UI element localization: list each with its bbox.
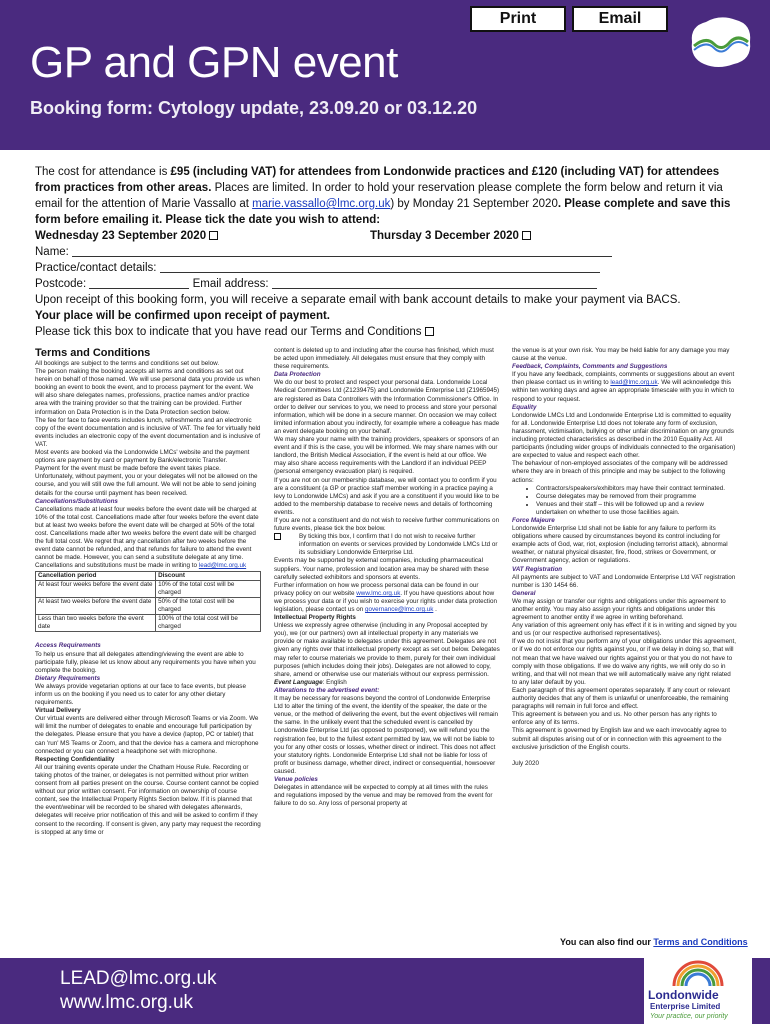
terms-tick-row: Please tick this box to indicate that you have read our Terms and Conditions	[35, 324, 740, 340]
email-button[interactable]: Email	[572, 6, 668, 32]
name-row: Name:	[35, 244, 740, 260]
company-logo: Londonwide Enterprise Limited Your practice, our priority	[644, 958, 752, 1024]
name-field[interactable]	[72, 246, 612, 257]
terms-date: July 2020	[512, 759, 539, 767]
table-row: At least four weeks before the event date 10% of the total cost will be charged	[36, 581, 261, 598]
list-item: • Contractors/speakers/exhibitors may have their contract terminated.	[536, 485, 737, 493]
date-option-1: Wednesday 23 September 2020	[35, 230, 207, 242]
print-button[interactable]: Print	[470, 6, 566, 32]
cost-paragraph: The cost for attendance is £95 (including VAT) for attendees from Londonwide practices and £120 (including VAT) for attendees from practices from other areas. Places are limited. In order to hold your reservation please complete the form below and return it via email for the attention of Marie Vassallo at marie.vassallo@lmc.org.uk) by Monday 21 September 2020. Please complete and save this form before emailing it. Please tick the date you wish to attend:	[35, 166, 731, 226]
terms-column-1: All bookings are subject to the terms and conditions set out below. The person making the booking accepts all terms and conditions as set out herein on behalf of those named. We will use personal data you provide us when booking an event to book the event, and to process payment for the event. We will also share delegates names, professions, practice names and/or practice area with the training provider so that the training can be provided. Further information on Data Protection is in the Data Protection section below. The fee for face to face events includes lunch, refreshments and an electronic copy of the event documentation and is inclusive of VAT. The fee for virtually held events includes an electronic copy of the event documentation and is inclusive of VAT. Most events are booked via the Londonwide LMCs' website and the payment options are payment by card or payment by Bank/electronic Transfer. Payment for the event must be made before the event takes place. Unfortunately, without payment, you or your delegates will not be allowed on the course, and you will still owe the full amount. We will not be able to send joining details for the course until payment has been received. Cancellations/Substitutions Cancellations made at least four weeks before the event date will be charged at 10% of the total cost. Cancellations made after four weeks before the event date but at least two weeks before the event date will be charged at 50% of the total cost. Cancellations made after two weeks before the event date will be charged the full total cost. We regret that any cancellation after two weeks before the event date cannot be refunded, and that refunds for failure to attend the event cannot be made. However, you can send a substitute delegate at any time. Cancellations and substitutions must be made in writing to lead@lmc.org.uk Cancellation period Discount At least four weeks before the event date 10% of the total cost will be charged At least two weeks before the event date 50% of the total cost will be charged Less than two weeks before the event date 100% of the total cost will be charged Access Requirements To help us ensure that all delegates attending/viewing the event are able to participate fully, please let us know about any requirements you have when you complete the booking. Dietary Requirements We always provide vegetarian options at our face to face events, but please inform us on the booking if you need us to cater for any other dietary requirements. Virtual Delivery Our virtual events are delivered either through Microsoft Teams or via Zoom. We will limit the number of delegates to enable and encourage full participation by the delegates. Please ensure that you have a device (laptop, PC or tablet) that can 'run' MS Teams or Zoom, and that the device has a camera and microphone connected or you can connect a headphone set with microphone. Respecting Confidentiality All our training events operate under the Chatham House Rule. Recording or taking photos of the trainer, or delegates is not permitted without prior written consent from all parties present on the course. Course content cannot be copied without our prior written consent. For information on ownership of course content, see the Intellectual Property Rights Section below. If it is planned that the event/webinar will be recorded to be shared with delegates afterwards, delegates will receive prior notification of this and will be asked to confirm if they consent to the recording. If consent is given, any party may request the recording is stopped at any time or	[35, 360, 261, 836]
postcode-field[interactable]	[89, 278, 189, 289]
practice-field[interactable]	[160, 262, 600, 273]
date-1-checkbox[interactable]	[209, 231, 218, 240]
table-row: At least two weeks before the event date 50% of the total cost will be charged	[36, 598, 261, 615]
terms-checkbox[interactable]	[425, 327, 434, 336]
feedback-email-link[interactable]: lead@lmc.org.uk	[610, 379, 658, 387]
header-actions	[470, 6, 668, 32]
date-options	[35, 228, 740, 244]
terms-link[interactable]: Terms and Conditions	[653, 937, 748, 947]
cancellation-table: Cancellation period Discount At least four weeks before the event date 10% of the total cost will be charged At least two weeks before the event date 50% of the total cost will be charged Less than two weeks before the event date 100% of the total cost will be charged	[35, 571, 261, 632]
page-subtitle: Booking form: Cytology update, 23.09.20 or 03.12.20	[30, 98, 478, 118]
opt-out-row: By ticking this box, I confirm that I do not wish to receive further information on events or services provided by Londonwide LMCs Ltd or its subsidiary Londonwide Enterprise Ltd.	[274, 533, 500, 557]
website-link[interactable]: www.lmc.org.uk	[356, 589, 401, 597]
terms-column-2: content is deleted up to and including after the course has finished, which must be acted upon immediately. All delegates must ensure that they comply with these requirements. Data Protection We do our best to protect and respect your personal data. Londonwide Local Medical Committees Ltd (Z1239475) and Londonwide Enterprise Ltd (Z1965945) are registered as Data Controllers with the Information Commissioner's Office. In order to deliver our services to you, we need to process and store your personal information, which will be done in a secure manner. On occasion we may collect limited information about you indirectly, for example where a colleague has made an event delegate booking on your behalf. We may share your name with the training providers, speakers or sponsors of an event and if this is the case, you will be informed. We may share names with our landlord, the British Medical Association, if the event is held at our office. We may also share access requirements with the Landlord if an individual PEEP (personal emergency evacuation plan) is required. If you are not on our membership database, we will contact you to confirm if you are a constituent (a GP or practice staff member working in a practice paying a levy to Londonwide LMCs) and ask if you are a constituent if you would like to be added to the membership database to receive news and details of forthcoming events. If you are not a constituent and do not wish to receive further communications on future events, please tick the box below. By ticking this box, I confirm that I do not wish to receive further information on events or services provided by Londonwide LMCs Ltd or its subsidiary Londonwide Enterprise Ltd. Events may be supported by external companies, including pharmaceutical suppliers. Your name, profession and location area may be shared with these carefully selected exhibitors and sponsors at events. Further information on how we process personal data can be found in our privacy policy on our website www.lmc.org.uk. If you have questions about how we process your data or if you wish to exercise your rights under data protection legislation, please contact us on governance@lmc.org.uk . Intellectual Property Rights Unless we expressly agree otherwise (including in any Proposal accepted by you), we (or our partners) own all intellectual property in any materials we provide or make available to delegates under this agreement. Delegates are not given any rights over that intellectual property except as set out below. Delegates may refer to course materials we provide to them, purely for their own individual purposes (which includes doing their jobs). Delegates are not allowed to copy, share, amend or otherwise use our materials without our express permission. Event Language: English Alterations to the advertised event: It may be necessary for reasons beyond the control of Londonwide Enterprise Ltd to alter the timing of the event, the identity of the speaker, the date or the venue, or the method of delivering the event, but the event objectives will remain the same. In the unlikely event that the scheduled event is cancelled by Londonwide Enterprise Ltd (as opposed to postponed), we will refund you the registration fee, but to the fullest extent permitted by law, we will not be liable to you for any other costs or losses, whether direct or indirect. This does not affect your statutory rights. Londonwide Enterprise Ltd shall not be liable for loss of profit or business damage, whether direct, indirect or consequential, howsoever caused. Venue policies Delegates in attendance will be expected to comply at all times with the rules and regulations imposed by the venue and may be removed from the event for failure to do so. Any loss of personal property at	[274, 347, 500, 808]
find-terms-note: You can also find our Terms and Conditions	[560, 937, 748, 947]
postcode-row: Postcode: Email address:	[35, 276, 740, 292]
footer-banner	[0, 958, 770, 1024]
page-title: GP and GPN event	[30, 38, 398, 87]
date-option-2: Thursday 3 December 2020	[370, 230, 519, 242]
list-item: • Course delegates may be removed from their programme	[536, 493, 737, 501]
london-map-icon	[684, 12, 756, 72]
terms-column-3: the venue is at your own risk. You may be held liable for any damage you may cause at the venue. Feedback, Complaints, Comments and Suggestions If you have any feedback, complaints, comments or suggestions about an event then please contact us in writing to lead@lmc.org.uk. We will acknowledge this within ten working days and agree an appropriate timescale with you in which to respond to your request. Equality Londonwide LMCs Ltd and Londonwide Enterprise Ltd is committed to equality for all. Londonwide Enterprise Ltd does not tolerate any form of exclusion, harassment, victimisation, bullying or other unfair discrimination on any grounds including protected characteristics as described in the 2010 Equality Act. All participants (including wider groups of individuals connected to the organisation) are expected to value and respect each other. The behaviour of non-employed associates of the company will be addressed where they are in breach of this principle and may be subject to the following actions: • Contractors/speakers/exhibitors may have their contract terminated. • Course delegates may be removed from their programme • Venues and their staff – this will be followed up and a review undertaken on whether to use those facilities again. Force Majeure Londonwide Enterprise Ltd shall not be liable for any failure to perform its obligations where caused by circumstances beyond its control including for example acts of God, war, riot, explosion (including terrorist attack), abnormal weather, or natural physical disaster, fire, flood, strikes or Government, or Government agency, action or regulations. VAT Registration All payments are subject to VAT and Londonwide Enterprise Ltd VAT registration number is 130 1454 66. General We may assign or transfer our rights and obligations under this agreement to another entity. You may also assign your rights and obligations under this agreement to another entity if we agree in writing beforehand. Any variation of this agreement only has effect if it is in writing and signed by you and us (or our respective authorised representatives). If we do not insist that you perform any of your obligations under this agreement, or if we do not enforce our rights against you, or if we delay in doing so, that will not mean that we have waived our rights against you or that you do not have to comply with those obligations. If we do waive any rights, we will only do so in writing, and that will not mean that we will automatically waive any right related to any later default by you. Each paragraph of this agreement operates separately. If any court or relevant authority decides that any of them is unlawful or unenforceable, the remaining paragraphs will remain in full force and effect. This agreement is between you and us. No other person has any rights to enforce any of its terms. This agreement is governed by English law and we each irrevocably agree to submit all disputes arising out of or in connection with this agreement to the exclusive jurisdiction of the English courts. July 2020	[512, 347, 737, 768]
footer-website[interactable]: www.lmc.org.uk	[60, 992, 194, 1013]
opt-out-checkbox[interactable]	[274, 533, 281, 540]
actions-list	[526, 485, 737, 517]
footer-email[interactable]: LEAD@lmc.org.uk	[60, 968, 217, 989]
table-row: Less than two weeks before the event date 100% of the total cost will be charged	[36, 615, 261, 632]
booking-intro	[35, 164, 740, 340]
confirm-note: Your place will be confirmed upon receipt of payment.	[35, 310, 331, 322]
list-item: • Venues and their staff – this will be followed up and a review undertaken on whether to use those facilities again.	[536, 501, 737, 517]
date-2-checkbox[interactable]	[522, 231, 531, 240]
terms-heading: Terms and Conditions	[35, 347, 151, 359]
contact-email-link[interactable]: marie.vassallo@lmc.org.uk	[252, 198, 391, 210]
rainbow-arc-icon	[668, 960, 728, 988]
practice-row: Practice/contact details:	[35, 260, 740, 276]
governance-email-link[interactable]: governance@lmc.org.uk	[365, 606, 434, 613]
lead-email-link[interactable]: lead@lmc.org.uk	[198, 562, 247, 570]
header-banner	[0, 0, 770, 150]
email-field[interactable]	[272, 278, 597, 289]
receipt-note: Upon receipt of this booking form, you will receive a separate email with bank account details to make your payment via BACS.	[35, 294, 681, 306]
